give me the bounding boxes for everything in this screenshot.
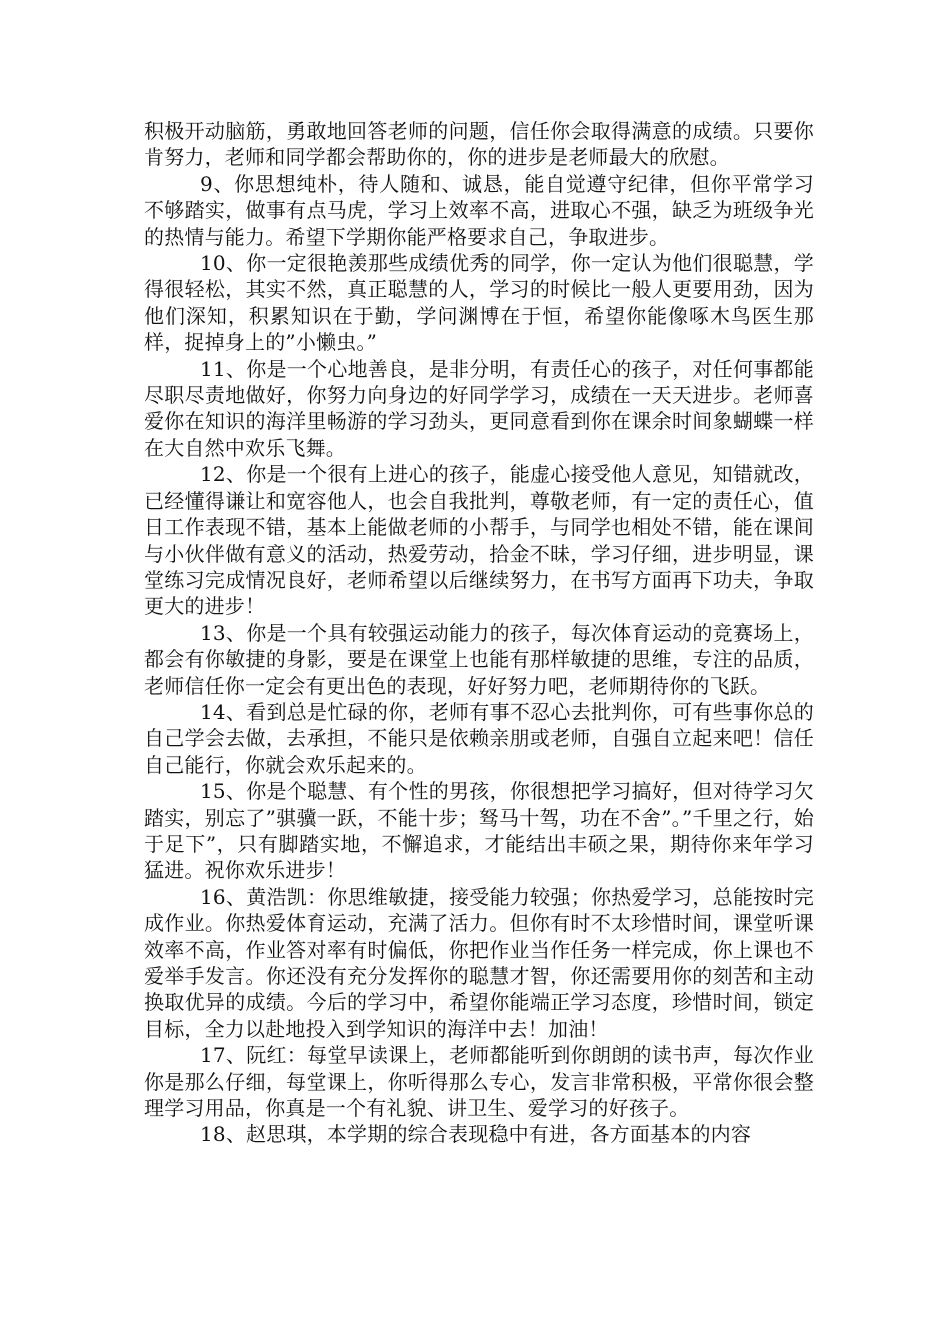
paragraph-comment-16: 16、黄浩凯：你思维敏捷，接受能力较强；你热爱学习，总能按时完成作业。你热爱体育运动，充满了活力。但你有时不太珍惜时间，课堂听课效率不高，作业答对率有时偏低，你把作业当作任务一样完成，你上课也不爱举手发言。你还没有充分发挥你的聪慧才智，你还需要用你的刻苦和主动换取优异的成绩。今后的学习中，希望你能端正学习态度，珍惜时间，锁定目标，全力以赴地投入到学知识的海洋中去！加油！ [144, 884, 814, 1041]
paragraph-comment-15: 15、你是个聪慧、有个性的男孩，你很想把学习搞好，但对待学习欠踏实，别忘了”骐骥一跃，不能十步；驽马十驾，功在不舍”。”千里之行，始于足下”，只有脚踏实地，不懈追求，才能结出丰硕之果，期待你来年学习猛进。祝你欢乐进步！ [144, 779, 814, 883]
paragraph-comment-17: 17、阮红：每堂早读课上，老师都能听到你朗朗的读书声，每次作业你是那么仔细，每堂课上，你听得那么专心，发言非常积极，平常你很会整理学习用品，你真是一个有礼貌、讲卫生、爱学习的好孩子。 [144, 1043, 814, 1121]
paragraph-comment-12: 12、你是一个很有上进心的孩子，能虚心接受他人意见，知错就改，已经懂得谦让和宽容他人，也会自我批判，尊敬老师，有一定的责任心，值日工作表现不错，基本上能做老师的小帮手，与同学也相处不错，能在课间与小伙伴做有意义的活动，热爱劳动，拾金不昧，学习仔细，进步明显，课堂练习完成情况良好，老师希望以后继续努力，在书写方面再下功夫，争取更大的进步！ [144, 462, 814, 619]
document-page [144, 118, 814, 1148]
paragraph-comment-11: 11、你是一个心地善良，是非分明，有责任心的孩子，对任何事都能尽职尽责地做好，你努力向身边的好同学学习，成绩在一天天进步。老师喜爱你在知识的海洋里畅游的学习劲头，更同意看到你在课余时间象蝴蝶一样在大自然中欢乐飞舞。 [144, 356, 814, 460]
paragraph-continuation: 积极开动脑筋，勇敢地回答老师的问题，信任你会取得满意的成绩。只要你肯努力，老师和同学都会帮助你的，你的进步是老师最大的欣慰。 [144, 119, 814, 170]
paragraph-comment-14: 14、看到总是忙碌的你，老师有事不忍心去批判你，可有些事你总的自己学会去做，去承担，不能只是依赖亲朋或老师，自强自立起来吧！信任自己能行，你就会欢乐起来的。 [144, 699, 814, 777]
paragraph-comment-10: 10、你一定很艳羡那些成绩优秀的同学，你一定认为他们很聪慧，学得很轻松，其实不然，真正聪慧的人，学习的时候比一般人更要用劲，因为他们深知，积累知识在于勤，学问渊博在于恒，希望你能像啄木鸟医生那样，捉掉身上的”小懒虫。” [144, 251, 814, 355]
paragraph-comment-18: 18、赵思琪，本学期的综合表现稳中有进，各方面基本的内容 [200, 1122, 752, 1147]
paragraph-comment-13: 13、你是一个具有较强运动能力的孩子，每次体育运动的竞赛场上，都会有你敏捷的身影，要是在课堂上也能有那样敏捷的思维，专注的品质，老师信任你一定会有更出色的表现，好好努力吧，老师期待你的飞跃。 [144, 620, 814, 698]
paragraph-comment-9: 9、你思想纯朴，待人随和、诚恳，能自觉遵守纪律，但你平常学习不够踏实，做事有点马虎，学习上效率不高，进取心不强，缺乏为班级争光的热情与能力。希望下学期你能严格要求自己，争取进步。 [144, 171, 814, 249]
